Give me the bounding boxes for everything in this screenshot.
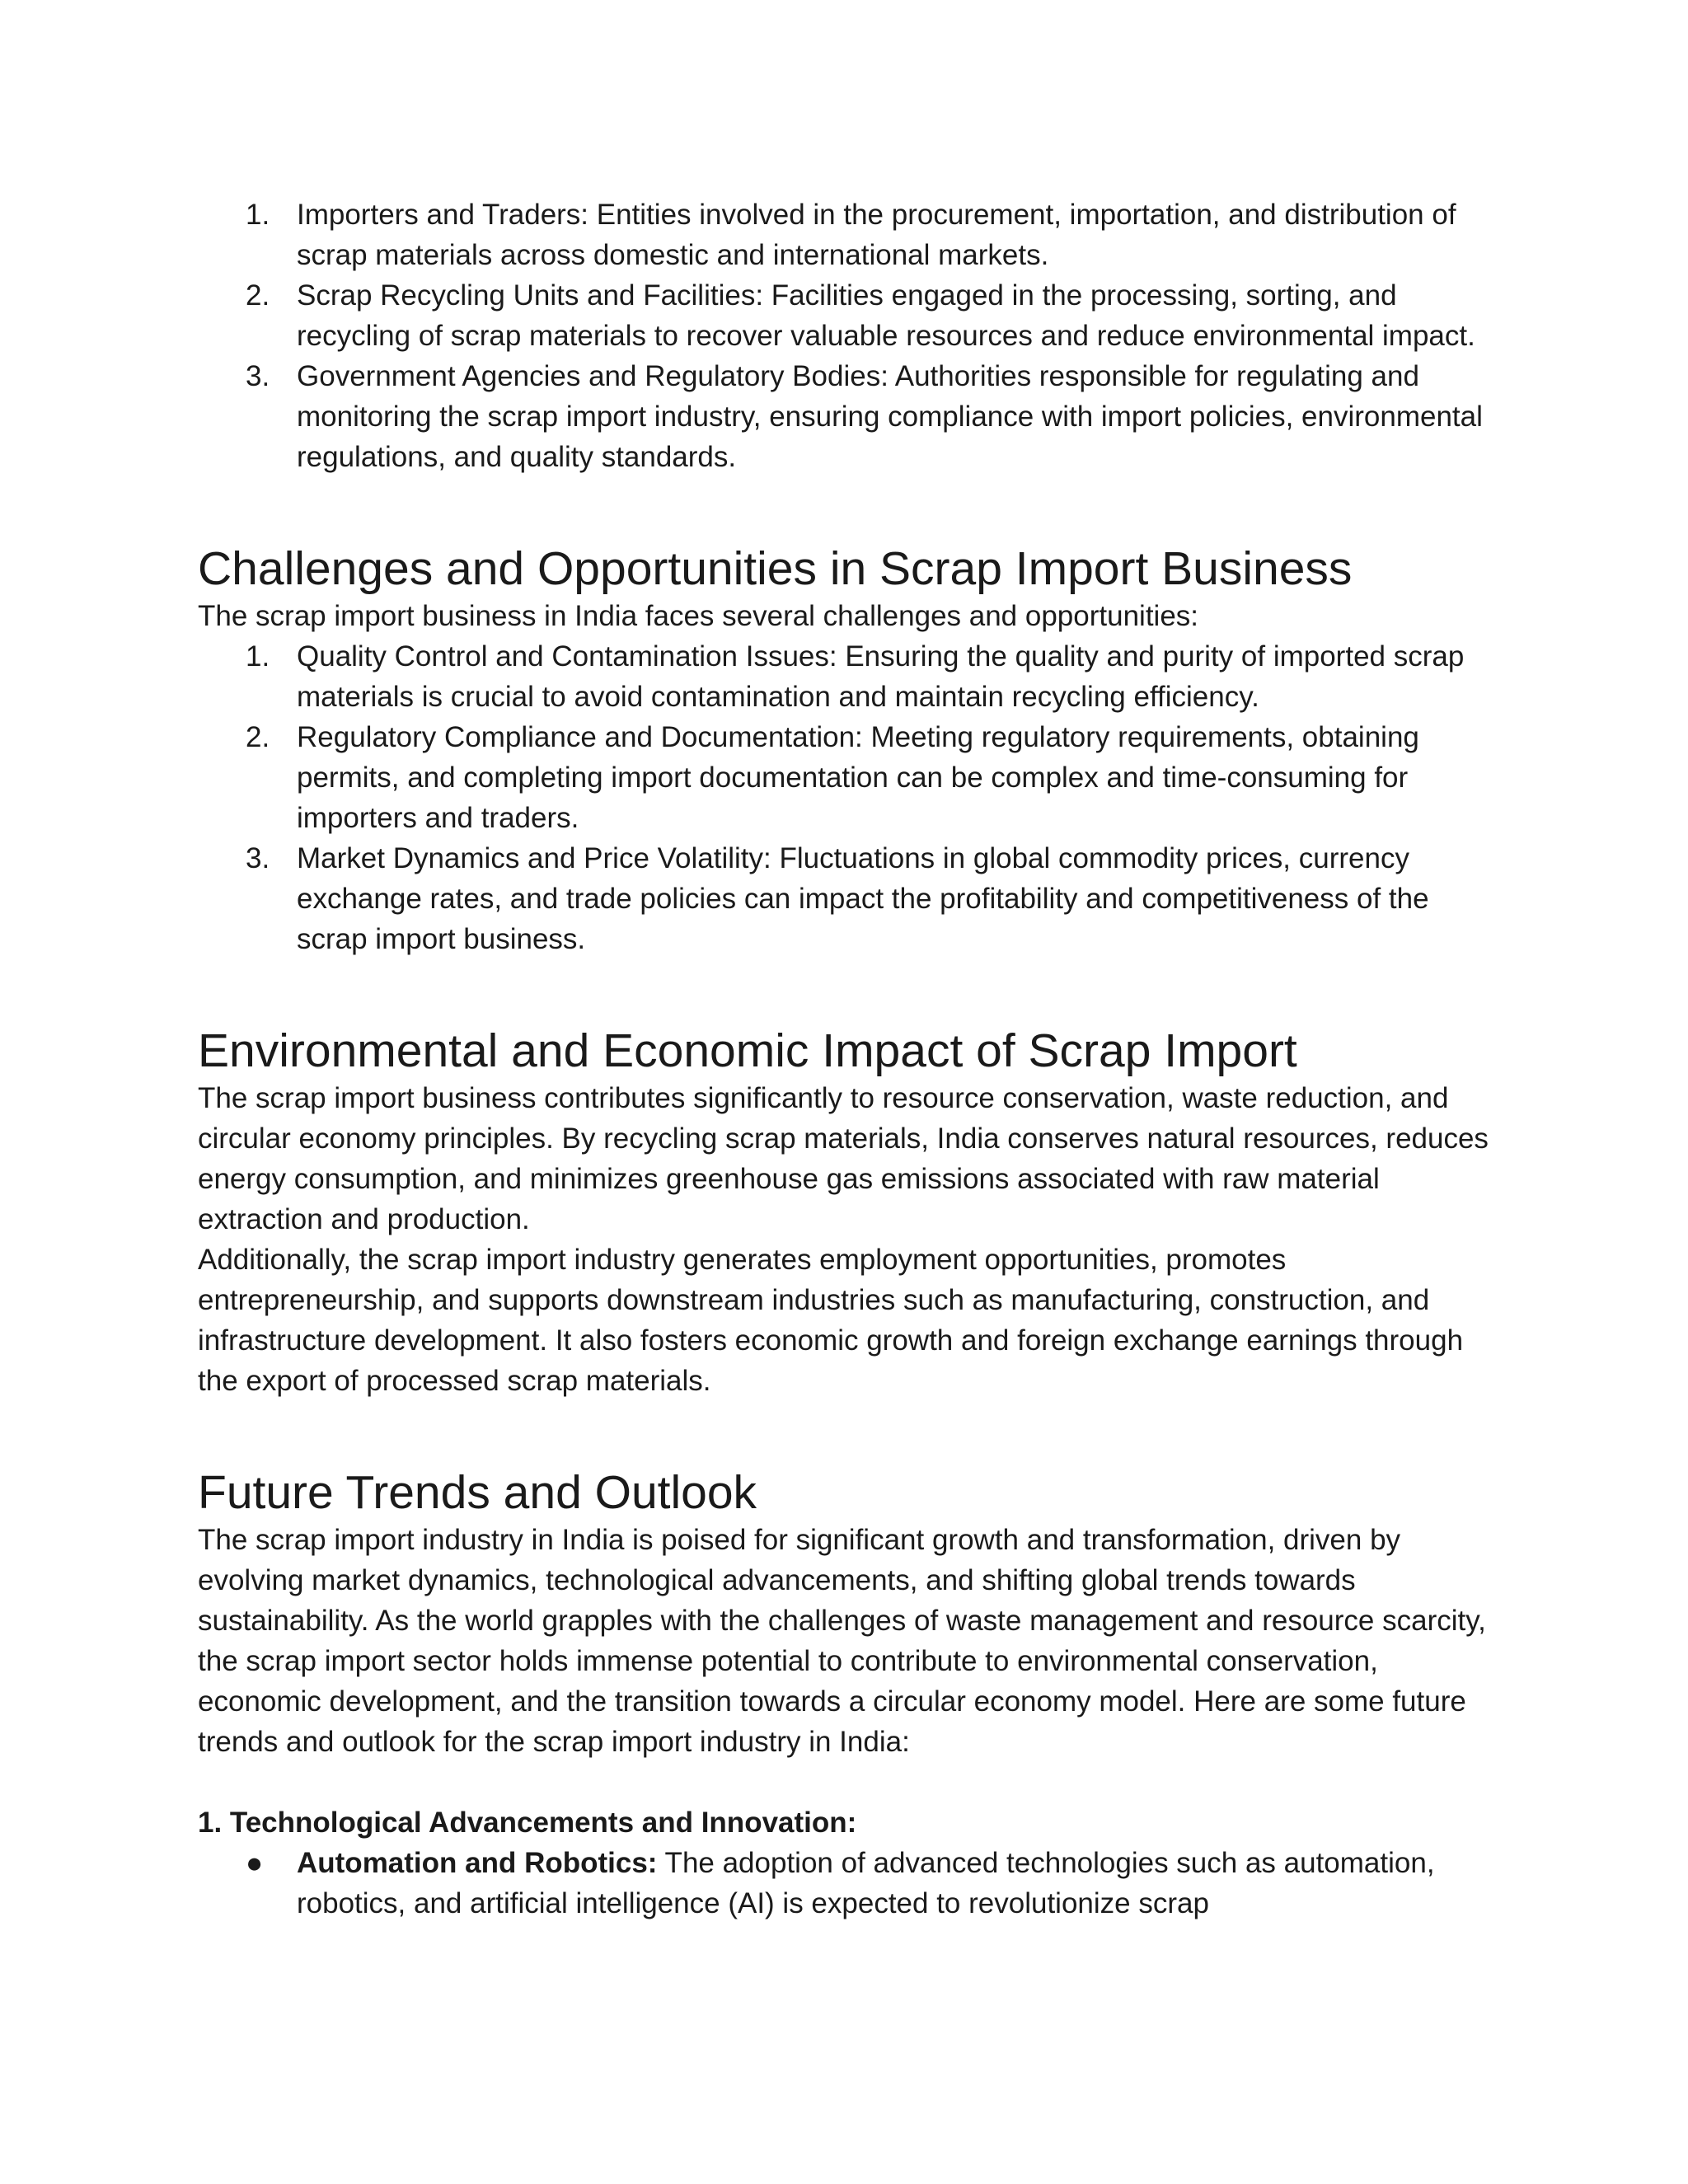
challenges-intro: The scrap import business in India faces several challenges and opportunities: (198, 600, 1199, 632)
future-heading: Future Trends and Outlook (198, 1466, 757, 1519)
bullet-text: The adoption of advanced technologies such as automation, robotics, and artificial intelligence (AI) is expected to revolutionize scrap (297, 1847, 1435, 1919)
list-number: 2. (246, 721, 270, 753)
future-bullets (198, 1843, 1492, 1924)
list-item-text: Market Dynamics and Price Volatility: Fluctuations in global commodity prices, currency exchange rates, and trade policies can impact the profitability and competitiveness of the scrap import business. (297, 842, 1429, 955)
list-number: 1. (246, 199, 270, 231)
list-item (198, 636, 1492, 717)
list-number: 1. (246, 640, 270, 673)
list-item (198, 717, 1492, 838)
stakeholders-list (198, 194, 1492, 477)
impact-heading: Environmental and Economic Impact of Scrap Import (198, 1024, 1297, 1077)
bullet-title: Automation and Robotics: (297, 1847, 658, 1879)
impact-paragraph-2: Additionally, the scrap import industry generates employment opportunities, promotes entrepreneurship, and supports downstream industries such as manufacturing, construction, and infrastructure development. It also fosters economic growth and foreign exchange earnings through the export of processed scrap materials. (198, 1244, 1464, 1397)
list-number: 2. (246, 279, 270, 312)
document-page (198, 194, 1492, 1924)
list-item (198, 1843, 1492, 1924)
future-paragraph: The scrap import industry in India is poised for significant growth and transformation, driven by evolving market dynamics, technological advancements, and shifting global trends towards sustainability. As the world grapples with the challenges of waste management and resource scarcity, the scrap import sector holds immense potential to contribute to environmental conservation, economic development, and the transition towards a circular economy model. Here are some future trends and outlook for the scrap import industry in India: (198, 1524, 1486, 1758)
list-item-text: Government Agencies and Regulatory Bodies: Authorities responsible for regulating and monitoring the scrap import industry, ensuring compliance with import policies, environmental regulations, and quality standards. (297, 360, 1483, 473)
bullet-icon: ● (246, 1847, 264, 1879)
list-item (198, 275, 1492, 356)
list-number: 3. (246, 360, 270, 392)
list-item-text: Quality Control and Contamination Issues: Ensuring the quality and purity of imported scrap materials is crucial to avoid contamination and maintain recycling efficiency. (297, 640, 1465, 713)
list-item-text: Importers and Traders: Entities involved in the procurement, importation, and distribution of scrap materials across domestic and international markets. (297, 199, 1456, 271)
challenges-heading: Challenges and Opportunities in Scrap Import Business (198, 542, 1353, 595)
list-number: 3. (246, 842, 270, 874)
list-item (198, 356, 1492, 477)
challenges-list (198, 636, 1492, 959)
future-subheading: 1. Technological Advancements and Innovation: (198, 1807, 857, 1839)
list-item (198, 838, 1492, 959)
list-item-text: Scrap Recycling Units and Facilities: Facilities engaged in the processing, sorting, and recycling of scrap materials to recover valuable resources and reduce environmental impact. (297, 279, 1475, 352)
impact-paragraph-1: The scrap import business contributes significantly to resource conservation, waste reduction, and circular economy principles. By recycling scrap materials, India conserves natural resources, reduces energy consumption, and minimizes greenhouse gas emissions associated with raw material extraction and production. (198, 1082, 1489, 1235)
list-item-text: Regulatory Compliance and Documentation: Meeting regulatory requirements, obtaining permits, and completing import documentation can be complex and time-consuming for importers and traders. (297, 721, 1419, 834)
list-item (198, 194, 1492, 275)
